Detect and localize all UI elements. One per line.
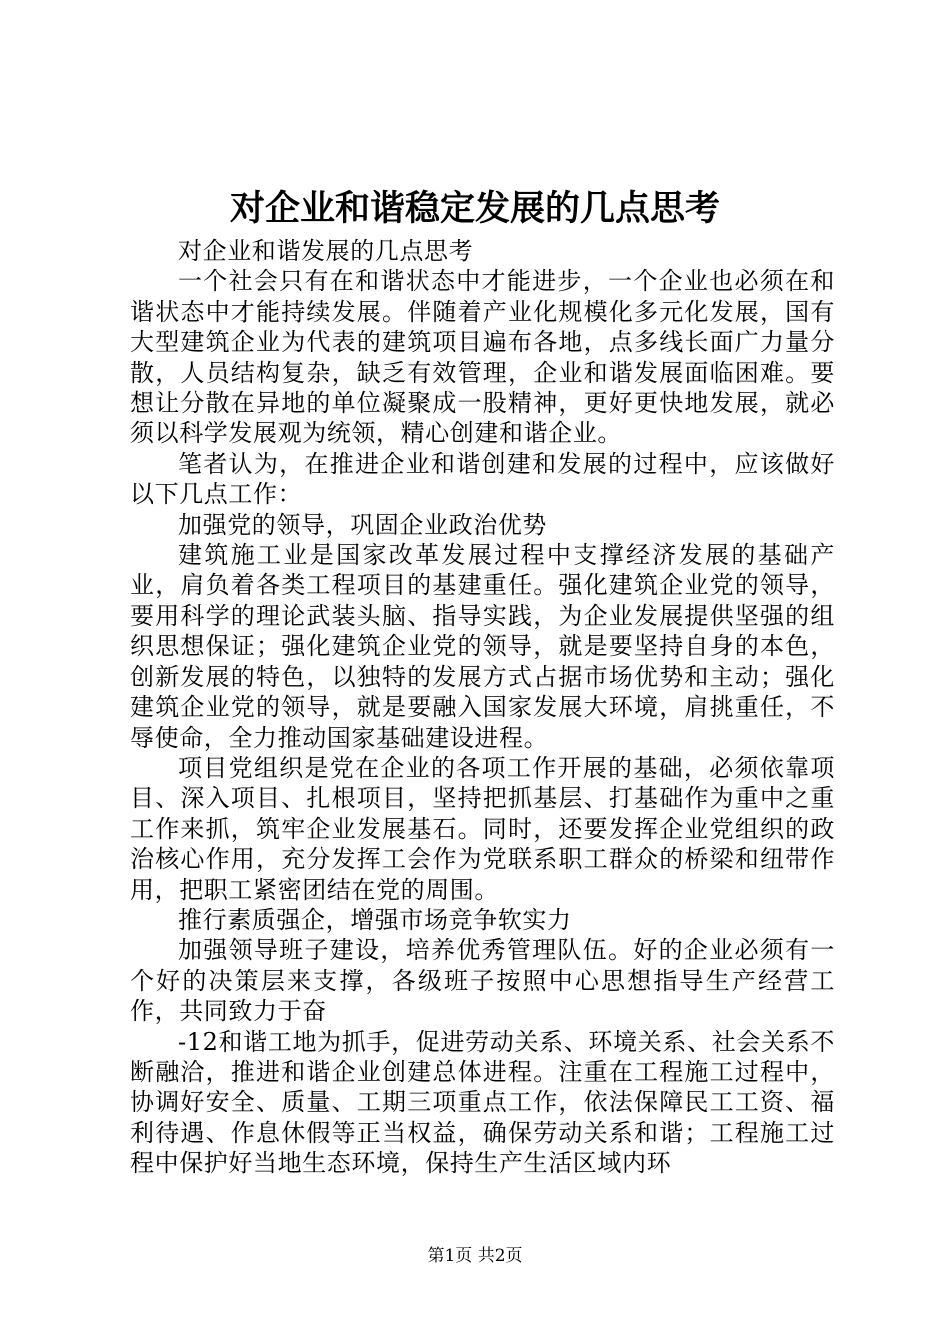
paragraph-subtitle: 对企业和谐发展的几点思考	[178, 237, 474, 265]
paragraph-author-view: 笔者认为，在推进企业和谐创建和发展的过程中，应该做好以下几点工作：	[130, 449, 835, 509]
document-body	[130, 236, 835, 1179]
section-heading-party-leadership: 加强党的领导，巩固企业政治优势	[178, 510, 547, 539]
document-title: 对企业和谐稳定发展的几点思考	[229, 188, 720, 229]
page-footer: 第1页 共2页	[427, 1246, 523, 1266]
paragraph-project-party-org: 项目党组织是党在企业的各项工作开展的基础，必须依靠项目、深入项目、扎根项目，坚持把抓基层、打基础作为重中之重工作来抓，筑牢企业发展基石。同时，还要发挥企业党组织的政治核心作用，充分发挥工会作为党联系职工群众的桥梁和纽带作用，把职工紧密团结在党的周围。	[130, 753, 835, 904]
paragraph-intro: 一个社会只有在和谐状态中才能进步，一个企业也必须在和谐状态中才能持续发展。伴随着产业化规模化多元化发展，国有大型建筑企业为代表的建筑项目遍布各地，点多线长面广力量分散，人员结构复杂，缺乏有效管理，企业和谐发展面临困难。要想让分散在异地的单位凝聚成一股精神，更好更快地发展，就必须以科学发展观为统领，精心创建和谐企业。	[130, 267, 835, 448]
paragraph-harmonious-site: -12和谐工地为抓手，促进劳动关系、环境关系、社会关系不断融洽，推进和谐企业创建总体进程。注重在工程施工过程中，协调好安全、质量、工期三项重点工作，依法保障民工工资、福利待遇、作息休假等正当权益，确保劳动关系和谐；工程施工过程中保护好当地生态环境，保持生产生活区域内环	[130, 1027, 835, 1178]
paragraph-construction-industry: 建筑施工业是国家改革发展过程中支撑经济发展的基础产业，肩负着各类工程项目的基建重任。强化建筑企业党的领导，要用科学的理论武装头脑、指导实践，为企业发展提供坚强的组织思想保证；强化建筑企业党的领导，就是要坚持自身的本色，创新发展的特色，以独特的发展方式占据市场优势和主动；强化建筑企业党的领导，就是要融入国家发展大环境，肩挑重任，不辱使命，全力推动国家基础建设进程。	[130, 541, 835, 752]
paragraph-leadership-team: 加强领导班子建设，培养优秀管理队伍。好的企业必须有一个好的决策层来支撑，各级班子按照中心思想指导生产经营工作，共同致力于奋	[130, 936, 835, 1026]
section-heading-quality-strength: 推行素质强企，增强市场竞争软实力	[178, 905, 572, 934]
